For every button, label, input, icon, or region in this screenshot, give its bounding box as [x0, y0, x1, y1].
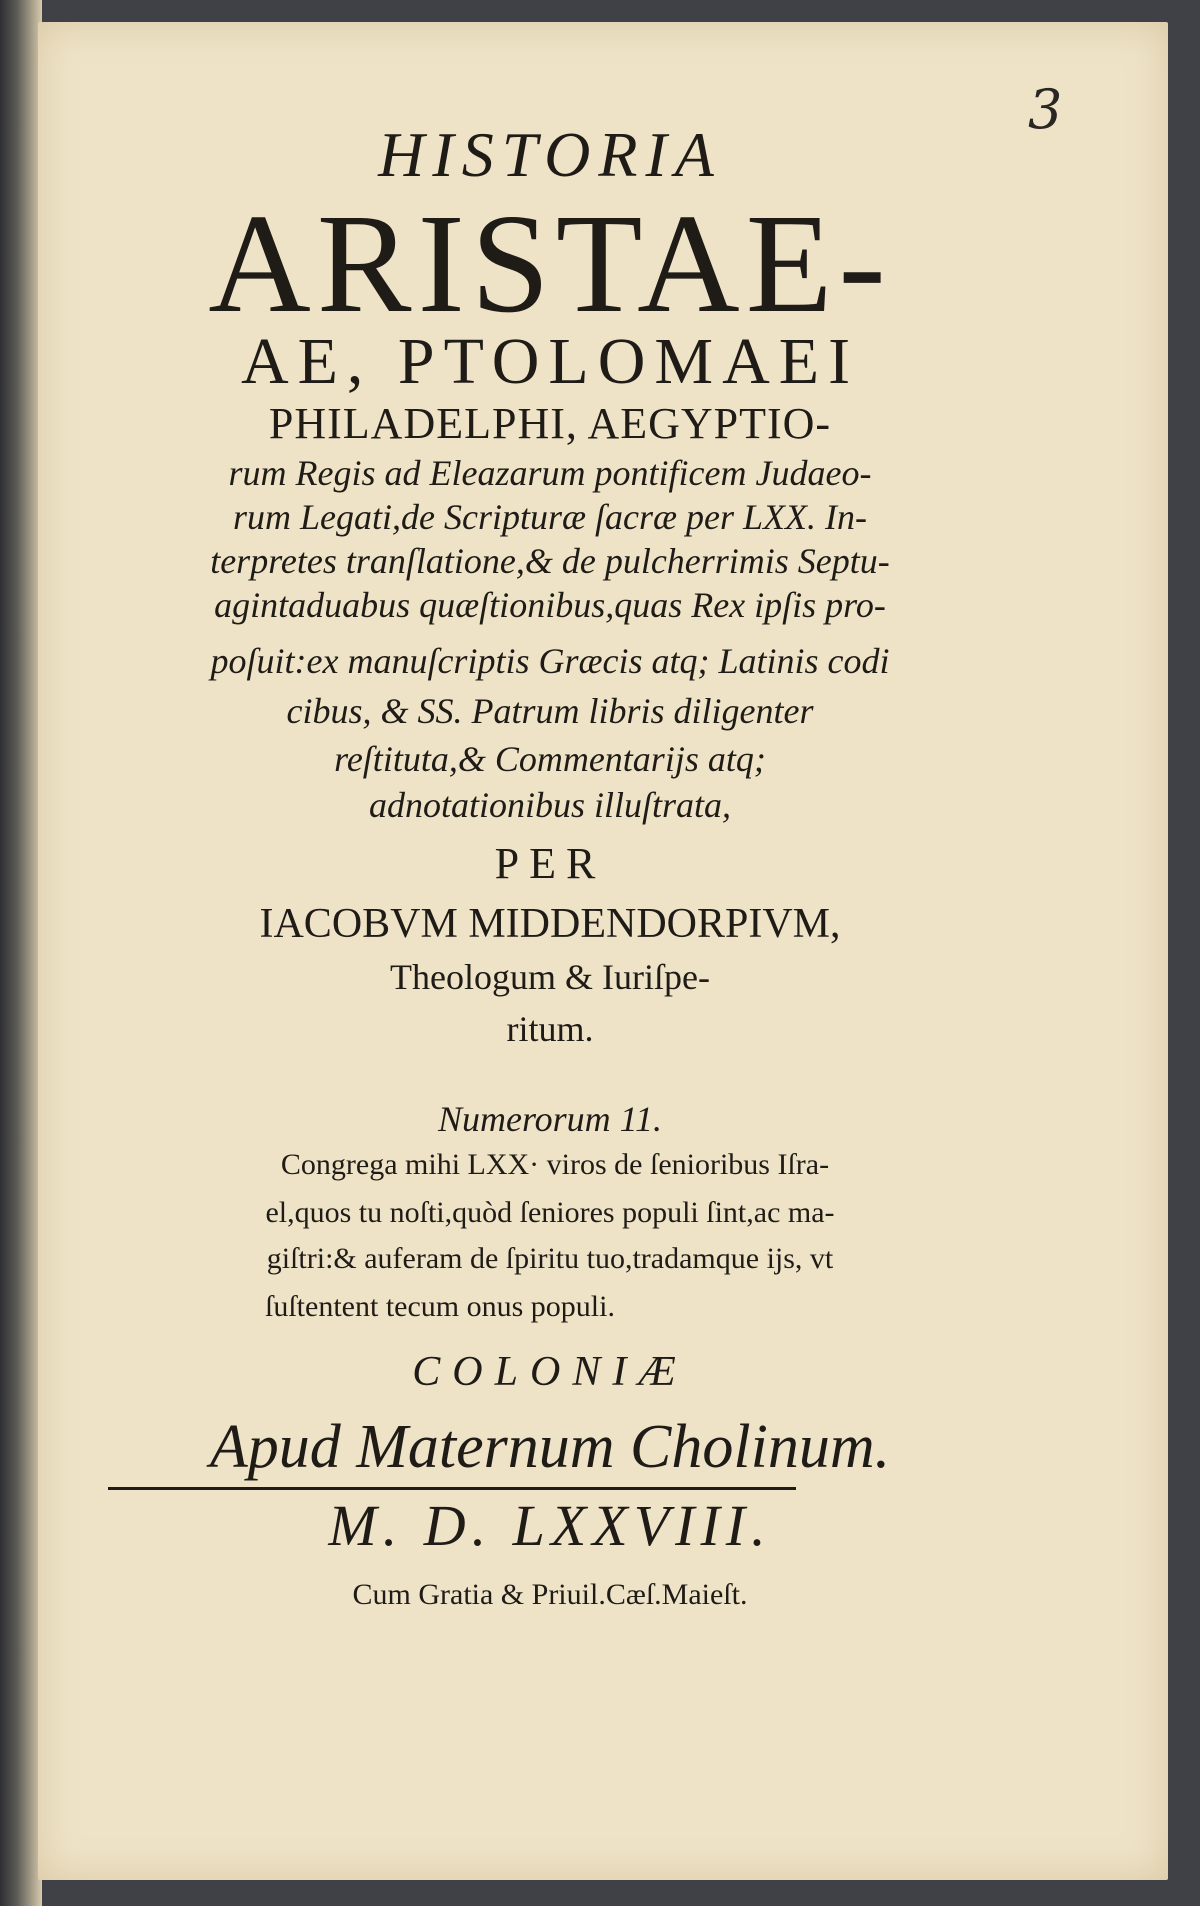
- title-historia: HISTORIA: [378, 119, 722, 190]
- imprint-rule: [108, 1487, 796, 1490]
- description-line-1: rum Regis ad Eleazarum pontificem Judaeo-: [228, 453, 872, 493]
- epigraph-line-2: el,quos tu noſti,quòd ſeniores populi ſint,ac ma-: [265, 1196, 835, 1229]
- imprint-privilege: Cum Gratia & Priuil.Cæſ.Maieſt.: [352, 1578, 748, 1611]
- title-aristaeae: ARISTAE-: [208, 184, 892, 342]
- description-line-6: cibus, & SS. Patrum libris diligenter: [286, 691, 814, 731]
- folio-number: 3: [1028, 78, 1063, 141]
- description-line-5: poſuit:ex manuſcriptis Græcis atq; Latinis codi: [210, 641, 890, 681]
- author-name: IACOBVM MIDDENDORPIVM,: [259, 901, 841, 947]
- epigraph-reference: Numerorum 11.: [438, 1099, 662, 1139]
- title-ptolomaei: AE, PTOLOMAEI: [240, 325, 860, 398]
- description-line-3: terpretes tranſlatione,& de pulcherrimis Septu-: [210, 541, 890, 581]
- author-role-1: Theologum & Iuriſpe-: [390, 957, 710, 997]
- imprint-place: COLONIÆ: [412, 1349, 688, 1395]
- epigraph-line-3: giſtri:& auferam de ſpiritu tuo,tradamque ijs, vt: [266, 1242, 834, 1275]
- author-role-2: ritum.: [506, 1009, 594, 1049]
- description-line-8: adnotationibus illuſtrata,: [368, 785, 732, 825]
- epigraph-line-4: ſuſtentent tecum onus populi.: [265, 1290, 615, 1323]
- author-per: PER: [494, 839, 606, 888]
- imprint-year: M. D. LXXVIII.: [328, 1493, 772, 1558]
- description-line-7: reſtituta,& Commentarijs atq;: [334, 739, 766, 779]
- description-line-2: rum Legati,de Scripturæ ſacræ per LXX. In-: [233, 497, 867, 537]
- description-line-4: agintaduabus quæſtionibus,quas Rex ipſis pro-: [214, 585, 886, 625]
- title-philadelphi: PHILADELPHI, AEGYPTIO-: [268, 399, 832, 448]
- imprint-printer: Apud Maternum Cholinum.: [209, 1413, 891, 1481]
- epigraph-line-1: Congrega mihi LXX· viros de ſenioribus Iſra-: [280, 1148, 830, 1181]
